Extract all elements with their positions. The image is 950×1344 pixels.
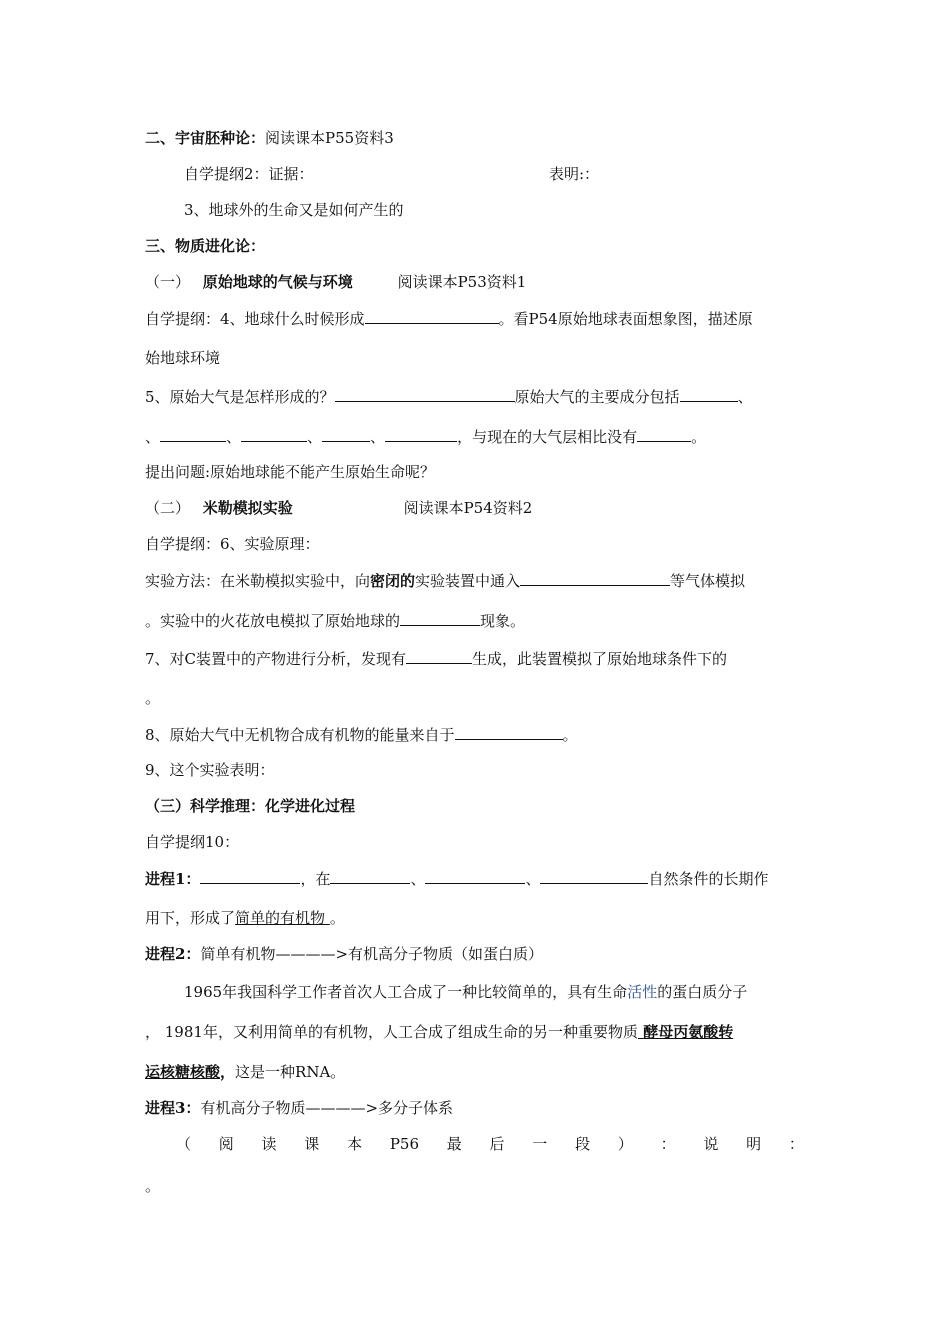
process-3-text: 有机高分子物质————>多分子体系: [200, 1099, 454, 1117]
method-text-2: 实验装置中通入: [415, 572, 521, 590]
question-5: [145, 386, 753, 407]
question-5-cont: [145, 426, 706, 447]
answer-blank[interactable]: [680, 386, 738, 402]
question-4-text-2: 。看P54原始地球表面想象图，描述原: [498, 310, 753, 328]
process-1-text: ，在: [300, 870, 331, 888]
char: （: [176, 1135, 192, 1153]
answer-blank[interactable]: [520, 570, 670, 586]
answer-blank[interactable]: [637, 426, 691, 442]
char: 后: [489, 1135, 505, 1153]
experiment-method-cont: [145, 610, 525, 631]
history-text: 1965年我国科学工作者首次人工合成了一种比较简单的，具有生命: [184, 983, 628, 1001]
process-1-label: 进程1：: [145, 870, 201, 888]
separator: 、: [525, 870, 541, 888]
answer-blank[interactable]: [425, 868, 525, 884]
outline-2-evidence: 自学提纲2：证据：: [184, 165, 314, 183]
question-5-text: 5、原始大气是怎样形成的？: [145, 388, 335, 406]
experiment-method: [145, 570, 745, 591]
comma: ，: [220, 1063, 236, 1081]
raised-question: 提出问题:原始地球能不能产生原始生命呢？: [145, 463, 436, 481]
question-7: [145, 648, 727, 669]
reading-instruction: [176, 1134, 804, 1154]
separator: 、: [145, 428, 161, 446]
process-1: [145, 868, 769, 889]
answer-blank[interactable]: [385, 426, 457, 442]
subsection-2-heading: [145, 498, 532, 518]
process-2: [145, 944, 543, 964]
outline-2-conclusion: [549, 164, 599, 184]
separator: 、: [370, 428, 386, 446]
question-5-text-2: 原始大气的主要成分包括: [514, 388, 680, 406]
char: ）: [617, 1135, 633, 1153]
subsection-1-number: （一）: [145, 273, 191, 291]
char: 说: [703, 1135, 719, 1153]
method-text: 实验方法：在米勒模拟实验中，向: [145, 572, 371, 590]
answer-blank[interactable]: [365, 308, 499, 324]
history-text-4: 这是一种RNA。: [235, 1063, 346, 1081]
rna-name: 酵母丙氨酸转: [643, 1023, 734, 1041]
reading-ref: 阅读课本P55资料3: [265, 129, 394, 147]
separator: 、: [410, 870, 426, 888]
subsection-1-title: 原始地球的气候与环境: [202, 273, 353, 291]
question-7-cont: 。: [145, 689, 161, 707]
question-9: 9、这个实验表明：: [145, 761, 275, 779]
char: 一: [532, 1135, 548, 1153]
answer-blank[interactable]: [200, 868, 300, 884]
section-two-heading: [145, 128, 394, 148]
char: 本: [347, 1135, 363, 1153]
process-2-text: 简单有机物————>有机高分子物质（如蛋白质）: [200, 945, 544, 963]
method-emphasis: 密闭的: [370, 572, 416, 590]
final-period: 。: [145, 1177, 161, 1195]
separator: 、: [226, 428, 242, 446]
method-text-3: 等气体模拟: [670, 572, 746, 590]
outline-2-conclusion-text: 表明:：: [549, 165, 600, 183]
char: P56: [389, 1135, 420, 1153]
subsection-2-number: （二）: [145, 499, 191, 517]
underlined-term: 简单的有机物: [235, 909, 326, 927]
outline-10: 自学提纲10：: [145, 833, 240, 851]
char: 读: [261, 1135, 277, 1153]
answer-blank[interactable]: [406, 648, 472, 664]
history-paragraph-cont: [145, 1022, 733, 1042]
question-8: [145, 724, 578, 745]
answer-blank[interactable]: [455, 724, 563, 740]
char: ：: [660, 1135, 676, 1153]
char: 最: [446, 1135, 462, 1153]
history-paragraph-end: [145, 1062, 345, 1082]
answer-blank[interactable]: [540, 868, 648, 884]
process-1-text-2: 自然条件的长期作: [648, 870, 769, 888]
question-6: 自学提纲：6、实验原理：: [145, 535, 320, 553]
history-text-2: 的蛋白质分子: [657, 983, 748, 1001]
heading-text: 二、宇宙胚种论：: [145, 129, 266, 147]
history-text-3: ， 1981年，又利用简单的有机物，人工合成了组成生命的另一种重要物质: [145, 1023, 638, 1041]
subsection-2-ref: 阅读课本P54资料2: [403, 499, 533, 517]
process-3-label: 进程3：: [145, 1099, 201, 1117]
process-1-cont: [145, 908, 345, 928]
subsection-2-title: 米勒模拟实验: [202, 499, 293, 517]
process-1-text-3: 用下，形成了: [145, 909, 236, 927]
separator: 、: [737, 388, 753, 406]
char: 阅: [218, 1135, 234, 1153]
question-4-text: 自学提纲：4、地球什么时候形成: [145, 310, 365, 328]
question-3: 3、地球外的生命又是如何产生的: [184, 201, 404, 219]
char: 明: [746, 1135, 762, 1153]
question-7-text-2: 生成，此装置模拟了原始地球条件下的: [472, 650, 728, 668]
outline-2: [184, 164, 314, 184]
answer-blank[interactable]: [335, 386, 515, 402]
section-three-heading: 三、物质进化论：: [145, 237, 266, 255]
question-5-text-3: ，与现在的大气层相比没有: [457, 428, 638, 446]
period: 。: [691, 428, 707, 446]
subsection-1-heading: [145, 272, 526, 292]
method-text-4: 。实验中的火花放电模拟了原始地球的: [145, 612, 401, 630]
char: 课: [304, 1135, 320, 1153]
method-text-5: 现象。: [480, 612, 526, 630]
answer-blank[interactable]: [400, 610, 480, 626]
answer-blank[interactable]: [322, 426, 370, 442]
char: 段: [575, 1135, 591, 1153]
question-7-text: 7、对C装置中的产物进行分析，发现有: [145, 650, 407, 668]
highlight-term: 活性: [627, 983, 658, 1001]
question-4-cont: 始地球环境: [145, 349, 221, 367]
rna-name-cont: 运核糖核酸: [145, 1063, 221, 1081]
period: 。: [329, 909, 345, 927]
history-paragraph: [184, 982, 747, 1002]
process-3: [145, 1098, 453, 1118]
answer-blank[interactable]: [241, 426, 307, 442]
separator: 、: [307, 428, 323, 446]
question-4: [145, 308, 753, 329]
period: 。: [562, 726, 578, 744]
question-8-text: 8、原始大气中无机物合成有机物的能量来自于: [145, 726, 455, 744]
answer-blank[interactable]: [330, 868, 410, 884]
char: ：: [788, 1135, 804, 1153]
process-2-label: 进程2：: [145, 945, 201, 963]
subsection-3-heading: （三）科学推理：化学进化过程: [145, 797, 356, 815]
subsection-1-ref: 阅读课本P53资料1: [397, 273, 527, 291]
answer-blank[interactable]: [160, 426, 226, 442]
